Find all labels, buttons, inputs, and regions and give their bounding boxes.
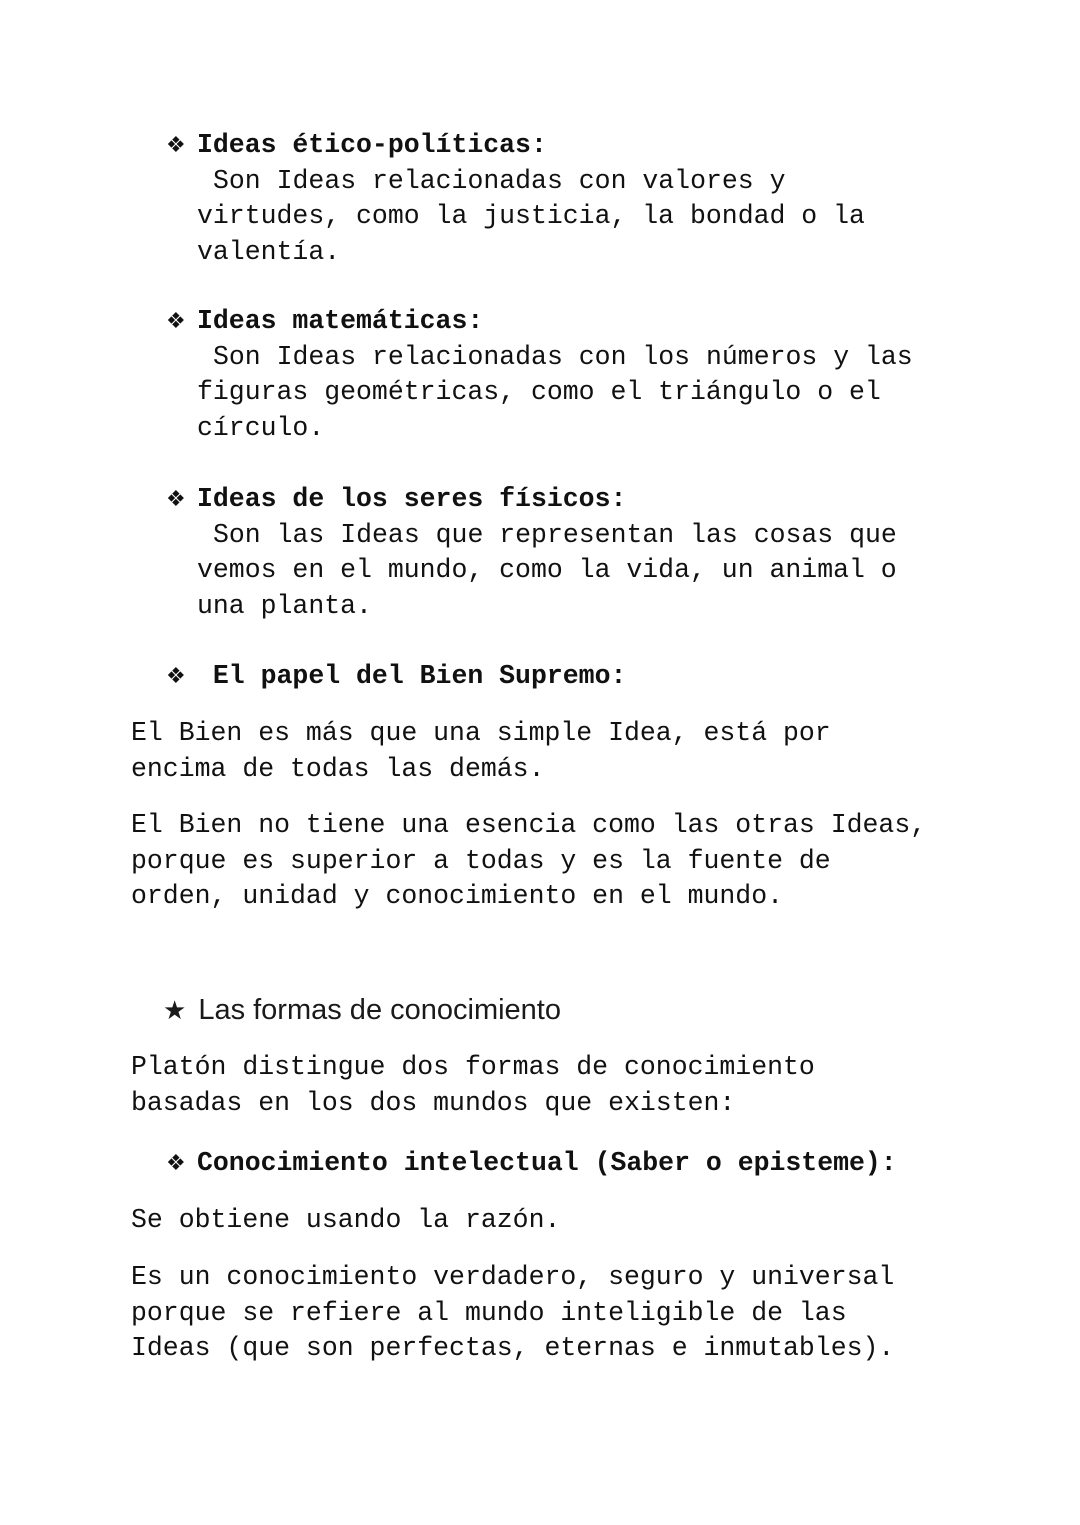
bullet-text-line: Son Ideas relacionadas con valores y (213, 165, 786, 196)
bullet-text-line: círculo. (197, 412, 325, 443)
bullet-ideas-seres-fisicos (166, 482, 897, 624)
paragraph-line: Es un conocimiento verdadero, seguro y universal (131, 1262, 895, 1292)
section-heading-title: Las formas de conocimiento (198, 994, 561, 1026)
paragraph-line: porque es superior a todas y es la fuente de (131, 845, 831, 876)
bullet-title: Ideas matemáticas: (197, 306, 484, 336)
diamond-bullet-icon: ❖ (166, 487, 186, 512)
paragraph-razon (131, 1203, 560, 1239)
star-icon: ★ (163, 996, 187, 1026)
paragraph-line: El Bien no tiene una esencia como las otras Ideas, (131, 810, 927, 840)
paragraph-platon-distingue (131, 1050, 815, 1121)
bullet-title: Ideas ético-políticas: (197, 130, 547, 160)
paragraph-line: encima de todas las demás. (131, 753, 545, 784)
paragraph-bien-idea (131, 716, 831, 787)
bullet-text-line: valentía. (197, 236, 341, 267)
paragraph-line: El Bien es más que una simple Idea, está por (131, 718, 831, 748)
paragraph-conocimiento-verdadero (131, 1260, 894, 1367)
paragraph-line: Ideas (que son perfectas, eternas e inmutables). (131, 1333, 895, 1363)
bullet-text-line: Son Ideas relacionadas con los números y las (213, 341, 913, 372)
paragraph-line: orden, unidad y conocimiento en el mundo. (131, 881, 784, 911)
paragraph-line: porque se refiere al mundo inteligible de las (131, 1297, 847, 1328)
bullet-title: El papel del Bien Supremo: (197, 661, 627, 691)
bullet-ideas-matematicas (166, 304, 913, 446)
bullet-text-line: Son las Ideas que representan las cosas que (213, 519, 897, 550)
bullet-title: Conocimiento intelectual (Saber o episteme): (197, 1148, 897, 1178)
diamond-bullet-icon: ❖ (166, 1151, 186, 1176)
bullet-bien-supremo (166, 659, 627, 695)
bullet-text-line: figuras geométricas, como el triángulo o el (197, 377, 881, 407)
diamond-bullet-icon: ❖ (166, 664, 186, 689)
bullet-ideas-etico-politicas (166, 128, 865, 270)
paragraph-line: Se obtiene usando la razón. (131, 1205, 561, 1235)
paragraph-line: Platón distingue dos formas de conocimiento (131, 1052, 815, 1082)
paragraph-line: basadas en los dos mundos que existen: (131, 1087, 736, 1118)
bullet-text-line: una planta. (197, 590, 372, 621)
bullet-conocimiento-intelectual (166, 1146, 897, 1182)
bullet-text-line: virtudes, como la justicia, la bondad o la (197, 201, 865, 231)
paragraph-bien-esencia (131, 808, 926, 915)
bullet-title: Ideas de los seres físicos: (197, 484, 627, 514)
diamond-bullet-icon: ❖ (166, 309, 186, 334)
section-heading (163, 990, 561, 1031)
bullet-text-line: vemos en el mundo, como la vida, un animal o (197, 555, 897, 585)
diamond-bullet-icon: ❖ (166, 133, 186, 158)
